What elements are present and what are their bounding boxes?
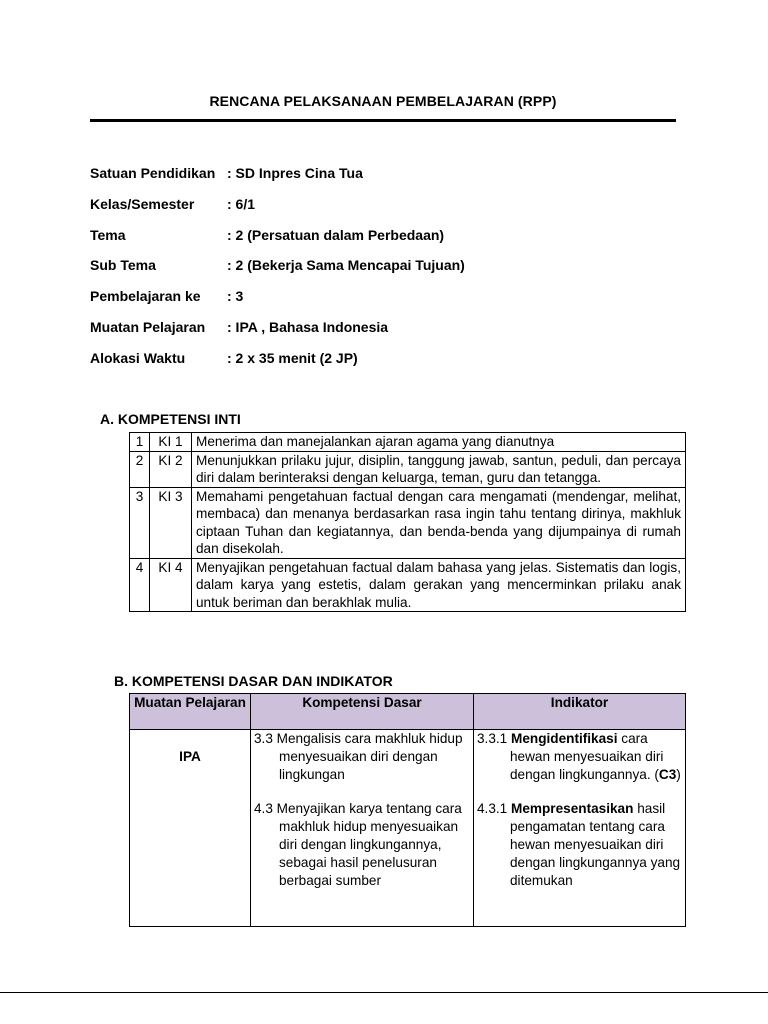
kompetensi-dasar-table bbox=[129, 693, 686, 927]
info-label: Kelas/Semester bbox=[90, 196, 195, 212]
indicator-text-end: ) bbox=[676, 767, 681, 782]
kompetensi-inti-table bbox=[129, 432, 686, 612]
info-value: : SD Inpres Cina Tua bbox=[227, 165, 363, 181]
title-rule bbox=[90, 119, 676, 122]
kd-item: 4.3 Menyajikan karya tentang cara makhluk hidup menyesuaikan diri dengan lingkungannya, sebagai hasil penelusuran berbagai sumber bbox=[254, 801, 462, 888]
table-row bbox=[130, 558, 686, 612]
kd-cell bbox=[251, 730, 474, 927]
subject-cell: IPA bbox=[130, 730, 251, 927]
indicator-item bbox=[477, 730, 682, 784]
ki-code: KI 2 bbox=[150, 451, 192, 487]
info-label: Muatan Pelajaran bbox=[90, 319, 206, 335]
ki-description: Menunjukkan prilaku jujur, disiplin, tanggung jawab, santun, peduli, dan percaya diri dalam berinteraksi dengan keluarga, teman, guru dan tetangga. bbox=[192, 451, 686, 487]
info-label: Satuan Pendidikan bbox=[90, 165, 216, 181]
page-bottom-rule bbox=[0, 992, 768, 993]
indicator-number: 3.3.1 bbox=[477, 731, 512, 746]
info-label: Alokasi Waktu bbox=[90, 350, 186, 366]
table-row bbox=[130, 487, 686, 558]
info-value: : 2 (Bekerja Sama Mencapai Tujuan) bbox=[227, 257, 465, 273]
info-label: Sub Tema bbox=[90, 257, 156, 273]
ki-number: 1 bbox=[130, 433, 150, 452]
table-header-row bbox=[130, 694, 686, 730]
indicator-item bbox=[477, 800, 682, 890]
indikator-cell bbox=[474, 730, 686, 927]
indicator-level: C3 bbox=[658, 767, 677, 782]
header-muatan: Muatan Pelajaran bbox=[130, 694, 251, 730]
ki-description: Memahami pengetahuan factual dengan cara mengamati (mendengar, melihat, membaca) dan menanya berdasarkan rasa ingin tahu tentang dirinya, makhluk ciptaan Tuhan dan kegiatannya, dan benda-benda yang dijumpainya di rumah dan disekolah. bbox=[192, 487, 686, 558]
table-row bbox=[130, 433, 686, 452]
info-value: : 2 x 35 menit (2 JP) bbox=[227, 350, 358, 366]
document-title: RENCANA PELAKSANAAN PEMBELAJARAN (RPP) bbox=[209, 93, 557, 109]
header-indikator: Indikator bbox=[474, 694, 686, 730]
ki-number: 2 bbox=[130, 451, 150, 487]
info-value: : IPA , Bahasa Indonesia bbox=[227, 319, 389, 335]
info-value: : 2 (Persatuan dalam Perbedaan) bbox=[227, 227, 445, 243]
indicator-text: cara hewan menyesuaikan diri dengan lingkungannya. ( bbox=[510, 731, 664, 782]
kd-item: 3.3 Mengalisis cara makhluk hidup menyesuaikan diri dengan lingkungan bbox=[254, 731, 463, 782]
info-label: Tema bbox=[90, 227, 126, 243]
table-row bbox=[130, 730, 686, 927]
ki-code: KI 3 bbox=[150, 487, 192, 558]
ki-description: Menyajikan pengetahuan factual dalam bahasa yang jelas. Sistematis dan logis, dalam karya yang estetis, dalam gerakan yang mencerminkan prilaku anak untuk beriman dan berakhlak mulia. bbox=[192, 558, 686, 612]
info-value: : 3 bbox=[227, 288, 244, 304]
ki-number: 4 bbox=[130, 558, 150, 612]
ki-code: KI 1 bbox=[150, 433, 192, 452]
header-kompetensi-dasar: Kompetensi Dasar bbox=[251, 694, 474, 730]
section-b-heading: B. KOMPETENSI DASAR DAN INDIKATOR bbox=[114, 673, 393, 689]
indicator-keyword: Mengidentifikasi bbox=[511, 731, 618, 746]
indicator-text: hasil pengamatan tentang cara hewan menyesuaikan diri dengan lingkungannya yang ditemukan bbox=[510, 801, 681, 888]
table-row bbox=[130, 451, 686, 487]
ki-description: Menerima dan manejalankan ajaran agama yang dianutnya bbox=[192, 433, 686, 452]
section-a-heading: A. KOMPETENSI INTI bbox=[100, 411, 241, 427]
info-label: Pembelajaran ke bbox=[90, 288, 201, 304]
indicator-keyword: Mempresentasikan bbox=[511, 801, 634, 816]
info-value: : 6/1 bbox=[227, 196, 256, 212]
ki-code: KI 4 bbox=[150, 558, 192, 612]
indicator-number: 4.3.1 bbox=[477, 801, 512, 816]
ki-number: 3 bbox=[130, 487, 150, 558]
